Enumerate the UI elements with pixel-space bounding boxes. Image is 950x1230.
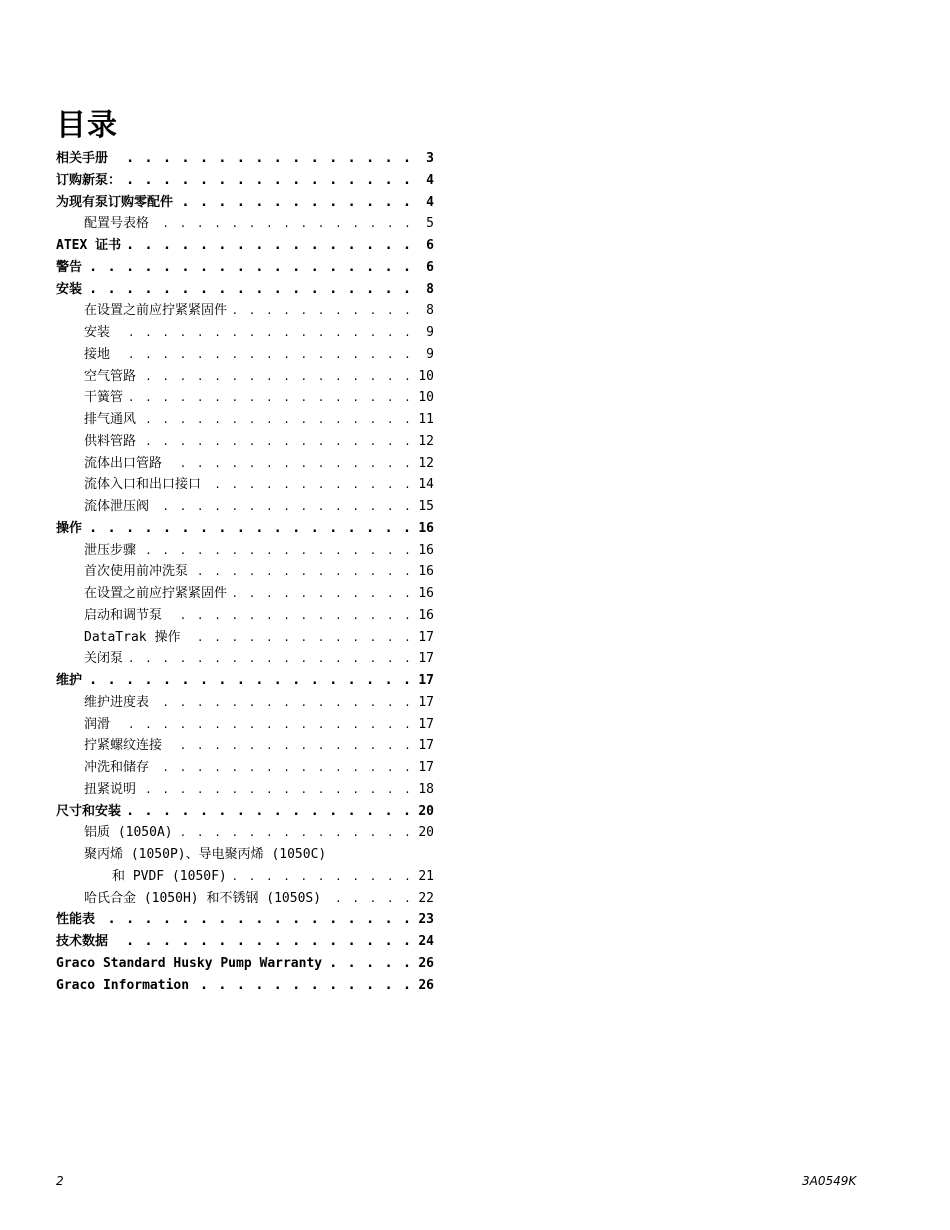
toc-entry-page-number: 21 bbox=[418, 868, 434, 884]
toc-dot-leader bbox=[179, 192, 414, 214]
toc-entry-label: 性能表 bbox=[56, 912, 96, 928]
toc-entry-label: 干簧管 bbox=[84, 390, 124, 406]
toc-entry-page-number: 17 bbox=[418, 760, 434, 775]
toc-entry-label: Graco Information bbox=[56, 977, 190, 993]
toc-entry[interactable] bbox=[56, 235, 434, 257]
toc-entry-page-number: 17 bbox=[418, 673, 434, 688]
toc-entry-label: 安装 bbox=[56, 281, 83, 297]
toc-dot-leader bbox=[195, 975, 414, 997]
toc-entry-page-number: 18 bbox=[418, 781, 434, 797]
toc-entry[interactable] bbox=[56, 779, 434, 801]
page-title: 目录 bbox=[56, 108, 118, 143]
toc-entry-label: 排气通风 bbox=[84, 412, 137, 427]
toc-dot-leader bbox=[101, 909, 414, 931]
toc-dot-leader bbox=[127, 801, 414, 823]
toc-entry[interactable] bbox=[56, 670, 434, 692]
toc-dot-leader bbox=[155, 757, 414, 779]
toc-entry-page-number: 16 bbox=[418, 607, 434, 623]
toc-entry-page-number: 17 bbox=[418, 738, 434, 754]
toc-entry-label: Graco Standard Husky Pump Warranty bbox=[56, 955, 323, 971]
toc-dot-leader bbox=[168, 605, 414, 627]
toc-entry-page-number: 24 bbox=[418, 934, 434, 949]
toc-entry-label: 操作 bbox=[56, 520, 83, 536]
toc-entry[interactable] bbox=[56, 801, 434, 823]
toc-entry[interactable] bbox=[56, 953, 434, 975]
toc-entry-label: 流体入口和出口接口 bbox=[84, 477, 202, 493]
toc-entry-page-number: 6 bbox=[426, 259, 434, 275]
toc-entry-page-number: 5 bbox=[426, 216, 434, 232]
toc-entry[interactable] bbox=[56, 409, 434, 431]
toc-entry-label: 配置号表格 bbox=[84, 216, 150, 232]
toc-entry-label: 技术数据 bbox=[56, 934, 109, 949]
toc-entry-label: 维护 bbox=[56, 673, 83, 688]
toc-dot-leader bbox=[142, 431, 414, 453]
toc-entry[interactable] bbox=[56, 431, 434, 453]
toc-dot-leader bbox=[233, 583, 414, 605]
toc-dot-leader bbox=[116, 344, 414, 366]
toc-entry-page-number: 17 bbox=[418, 694, 434, 710]
footer-document-id: 3A0549K bbox=[802, 1174, 857, 1188]
toc-dot-leader bbox=[142, 779, 414, 801]
toc-entry-page-number: 8 bbox=[426, 281, 434, 297]
toc-entry-label: 供料管路 bbox=[84, 433, 137, 449]
toc-entry[interactable] bbox=[56, 822, 434, 844]
toc-entry-label: 警告 bbox=[56, 259, 83, 275]
toc-entry[interactable] bbox=[56, 627, 434, 649]
toc-entry-label: 在设置之前应拧紧紧固件 bbox=[84, 303, 228, 319]
toc-entry[interactable] bbox=[56, 909, 434, 931]
toc-dot-leader bbox=[155, 496, 414, 518]
toc-entry-label: 维护进度表 bbox=[84, 694, 150, 710]
toc-entry[interactable] bbox=[56, 496, 434, 518]
toc-entry-page-number: 20 bbox=[418, 803, 434, 819]
toc-entry[interactable] bbox=[56, 192, 434, 214]
toc-entry-page-number: 26 bbox=[418, 955, 434, 971]
toc-entry-page-number: 11 bbox=[418, 412, 434, 427]
toc-entry-page-number: 16 bbox=[418, 564, 434, 580]
toc-dot-leader bbox=[142, 409, 414, 431]
toc-dot-leader bbox=[142, 540, 414, 562]
toc-dot-leader bbox=[142, 366, 414, 388]
toc-entry-label: 铝质 (1050A) bbox=[84, 825, 173, 841]
toc-dot-leader bbox=[88, 279, 414, 301]
toc-entry-label: 哈氏合金 (1050H) 和不锈钢 (1050S) bbox=[84, 890, 322, 906]
toc-dot-leader bbox=[155, 692, 414, 714]
toc-entry-page-number: 26 bbox=[418, 977, 434, 993]
toc-dot-leader bbox=[179, 822, 414, 844]
toc-entry-label: 在设置之前应拧紧紧固件 bbox=[84, 586, 228, 601]
toc-entry-page-number: 14 bbox=[418, 477, 434, 493]
toc-entry-page-number: 16 bbox=[418, 542, 434, 558]
footer-page-number: 2 bbox=[56, 1174, 64, 1188]
toc-entry-page-number: 12 bbox=[418, 433, 434, 449]
toc-dot-leader bbox=[327, 888, 414, 910]
toc-entry-label: 启动和调节泵 bbox=[84, 607, 163, 623]
toc-dot-leader bbox=[194, 561, 414, 583]
toc-dot-leader bbox=[116, 322, 414, 344]
toc-entry-page-number: 4 bbox=[426, 194, 434, 210]
toc-entry[interactable] bbox=[56, 866, 434, 888]
toc-entry-page-number: 3 bbox=[426, 151, 434, 166]
toc-entry-label: 泄压步骤 bbox=[84, 542, 137, 558]
toc-dot-leader bbox=[114, 931, 414, 953]
toc-entry-label: 聚丙烯 (1050P)、导电聚丙烯 (1050C) bbox=[84, 847, 327, 862]
toc-dot-leader bbox=[129, 648, 414, 670]
toc-dot-leader bbox=[233, 300, 414, 322]
toc-entry-label: 空气管路 bbox=[84, 368, 137, 384]
toc-entry-label: 为现有泵订购零配件 bbox=[56, 194, 174, 210]
toc-entry[interactable] bbox=[56, 605, 434, 627]
toc-dot-leader bbox=[168, 453, 414, 475]
toc-entry-label: 安装 bbox=[84, 325, 111, 340]
toc-entry-page-number: 10 bbox=[418, 368, 434, 384]
toc-entry[interactable] bbox=[56, 692, 434, 714]
toc-entry-page-number: 20 bbox=[418, 825, 434, 841]
toc-dot-leader bbox=[116, 714, 414, 736]
toc-entry-page-number: 23 bbox=[418, 912, 434, 928]
toc-entry[interactable] bbox=[56, 213, 434, 235]
toc-entry[interactable] bbox=[56, 474, 434, 496]
toc-entry[interactable] bbox=[56, 344, 434, 366]
toc-entry[interactable] bbox=[56, 648, 434, 670]
toc-entry-label: 和 PVDF (1050F) bbox=[112, 868, 227, 884]
toc-entry-page-number: 15 bbox=[418, 499, 434, 514]
toc-entry-label: 相关手册 bbox=[56, 151, 109, 166]
toc-entry-label: 冲洗和储存 bbox=[84, 760, 150, 775]
toc-entry[interactable] bbox=[56, 453, 434, 475]
toc-entry-label: 拧紧螺纹连接 bbox=[84, 738, 163, 754]
toc-entry-page-number: 6 bbox=[426, 238, 434, 253]
toc-entry[interactable] bbox=[56, 518, 434, 540]
toc-dot-leader bbox=[127, 170, 414, 192]
toc-entry-page-number: 17 bbox=[418, 651, 434, 667]
toc-entry[interactable] bbox=[56, 322, 434, 344]
toc-entry[interactable] bbox=[56, 257, 434, 279]
toc-entry-page-number: 10 bbox=[418, 390, 434, 406]
toc-entry-label: 润滑 bbox=[84, 716, 111, 732]
toc-dot-leader bbox=[127, 235, 414, 257]
toc-entry-page-number: 8 bbox=[426, 303, 434, 319]
toc-entry-label: 接地 bbox=[84, 346, 111, 362]
toc-entry[interactable] bbox=[56, 714, 434, 736]
toc-entry-page-number: 4 bbox=[426, 172, 434, 188]
toc-entry[interactable] bbox=[56, 931, 434, 953]
toc-entry-label: 流体泄压阀 bbox=[84, 499, 150, 514]
toc-entry-page-number: 9 bbox=[426, 346, 434, 362]
toc-dot-leader bbox=[129, 387, 414, 409]
toc-entry[interactable] bbox=[56, 279, 434, 301]
toc-entry[interactable] bbox=[56, 387, 434, 409]
toc-entry-label: 尺寸和安装 bbox=[56, 803, 122, 819]
toc-entry[interactable] bbox=[56, 366, 434, 388]
toc-entry[interactable] bbox=[56, 735, 434, 757]
toc-dot-leader bbox=[233, 866, 414, 888]
toc-entry-label: 扭紧说明 bbox=[84, 781, 137, 797]
toc-entry-label: ATEX 证书 bbox=[56, 238, 122, 253]
toc-dot-leader bbox=[186, 627, 414, 649]
toc-entry[interactable] bbox=[56, 844, 434, 866]
toc-entry-page-number: 9 bbox=[426, 325, 434, 340]
toc-dot-leader bbox=[88, 257, 414, 279]
toc-entry[interactable] bbox=[56, 583, 434, 605]
toc-dot-leader bbox=[88, 670, 414, 692]
toc-dot-leader bbox=[88, 518, 414, 540]
toc-entry-page-number: 12 bbox=[418, 455, 434, 471]
toc-dot-leader bbox=[207, 474, 414, 496]
toc-entry[interactable] bbox=[56, 561, 434, 583]
toc-entry[interactable] bbox=[56, 148, 434, 170]
toc-dot-leader bbox=[328, 953, 414, 975]
toc-entry-page-number: 17 bbox=[418, 716, 434, 732]
toc-entry-page-number: 16 bbox=[418, 586, 434, 601]
toc-entry[interactable] bbox=[56, 757, 434, 779]
toc-dot-leader bbox=[155, 213, 414, 235]
toc-dot-leader bbox=[114, 148, 414, 170]
toc-entry-label: 订购新泵： bbox=[56, 172, 122, 188]
toc-entry[interactable] bbox=[56, 540, 434, 562]
toc-entry-label: DataTrak 操作 bbox=[84, 629, 181, 645]
toc-entry-label: 首次使用前冲洗泵 bbox=[84, 564, 189, 580]
toc-entry-page-number: 17 bbox=[418, 629, 434, 645]
toc-entry[interactable] bbox=[56, 975, 434, 997]
table-of-contents bbox=[56, 148, 434, 996]
toc-entry-page-number: 22 bbox=[418, 890, 434, 906]
toc-dot-leader bbox=[168, 735, 414, 757]
toc-entry[interactable] bbox=[56, 888, 434, 910]
toc-entry-label: 关闭泵 bbox=[84, 651, 124, 667]
toc-entry-label: 流体出口管路 bbox=[84, 455, 163, 471]
toc-entry-page-number: 16 bbox=[418, 520, 434, 536]
toc-entry[interactable] bbox=[56, 300, 434, 322]
toc-entry[interactable] bbox=[56, 170, 434, 192]
